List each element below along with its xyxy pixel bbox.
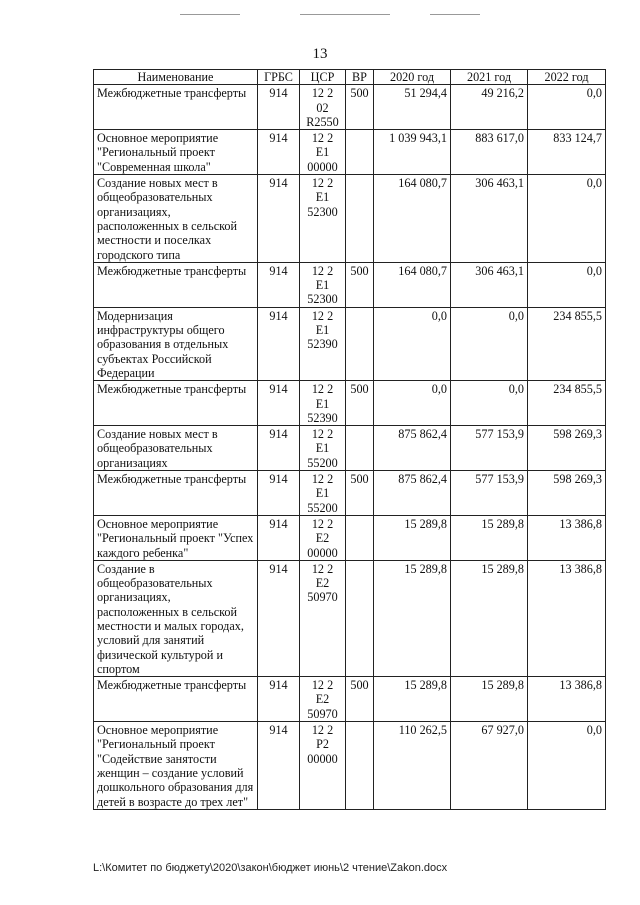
cell-name: Межбюджетные трансферты (94, 677, 258, 722)
table-header-row (94, 70, 606, 85)
table-row (94, 515, 606, 560)
cell-y2022: 0,0 (528, 85, 606, 130)
cell-csr: 12 2 E1 52390 (300, 307, 346, 380)
cell-y2021: 577 153,9 (451, 426, 528, 471)
cell-y2021: 306 463,1 (451, 175, 528, 263)
cell-vr (346, 515, 374, 560)
cell-csr: 12 2 E2 50970 (300, 560, 346, 676)
cell-y2020: 1 039 943,1 (374, 130, 451, 175)
cell-vr: 500 (346, 677, 374, 722)
cell-y2020: 875 862,4 (374, 471, 451, 516)
table-row (94, 560, 606, 676)
header-2020: 2020 год (374, 70, 451, 85)
cell-y2020: 15 289,8 (374, 560, 451, 676)
cell-vr: 500 (346, 262, 374, 307)
cell-name: Основное мероприятие "Региональный проект "Содействие занятости женщин – создание условий дошкольного образования для детей в возрасте до трех лет" (94, 722, 258, 810)
cell-y2022: 234 855,5 (528, 381, 606, 426)
cell-y2021: 15 289,8 (451, 677, 528, 722)
cell-y2020: 164 080,7 (374, 175, 451, 263)
cell-y2020: 15 289,8 (374, 677, 451, 722)
table-row (94, 677, 606, 722)
cell-y2022: 0,0 (528, 722, 606, 810)
table-row (94, 471, 606, 516)
header-grbs: ГРБС (258, 70, 300, 85)
scan-artifact (430, 14, 480, 15)
cell-csr: 12 2 E2 00000 (300, 515, 346, 560)
cell-y2022: 234 855,5 (528, 307, 606, 380)
cell-y2020: 51 294,4 (374, 85, 451, 130)
cell-y2021: 577 153,9 (451, 471, 528, 516)
cell-y2022: 0,0 (528, 175, 606, 263)
header-csr: ЦСР (300, 70, 346, 85)
cell-name: Межбюджетные трансферты (94, 262, 258, 307)
cell-grbs: 914 (258, 307, 300, 380)
cell-csr: 12 2 02 R2550 (300, 85, 346, 130)
header-2022: 2022 год (528, 70, 606, 85)
cell-y2020: 110 262,5 (374, 722, 451, 810)
cell-y2022: 833 124,7 (528, 130, 606, 175)
cell-grbs: 914 (258, 130, 300, 175)
header-2021: 2021 год (451, 70, 528, 85)
document-file-path: L:\Комитет по бюджету\2020\закон\бюджет июнь\2 чтение\Zakon.docx (93, 862, 448, 874)
cell-y2022: 598 269,3 (528, 471, 606, 516)
table-row (94, 85, 606, 130)
cell-vr (346, 560, 374, 676)
cell-grbs: 914 (258, 381, 300, 426)
cell-grbs: 914 (258, 677, 300, 722)
table-row (94, 307, 606, 380)
table-body (94, 85, 606, 810)
cell-vr: 500 (346, 471, 374, 516)
cell-name: Основное мероприятие "Региональный проект "Современная школа" (94, 130, 258, 175)
cell-grbs: 914 (258, 175, 300, 263)
cell-grbs: 914 (258, 426, 300, 471)
cell-y2020: 0,0 (374, 307, 451, 380)
cell-csr: 12 2 E1 55200 (300, 471, 346, 516)
cell-grbs: 914 (258, 722, 300, 810)
table-row (94, 381, 606, 426)
cell-name: Межбюджетные трансферты (94, 381, 258, 426)
cell-csr: 12 2 E1 52300 (300, 175, 346, 263)
cell-y2021: 15 289,8 (451, 515, 528, 560)
cell-y2021: 49 216,2 (451, 85, 528, 130)
cell-y2020: 164 080,7 (374, 262, 451, 307)
cell-csr: 12 2 E1 55200 (300, 426, 346, 471)
header-name: Наименование (94, 70, 258, 85)
table-row (94, 722, 606, 810)
cell-y2021: 306 463,1 (451, 262, 528, 307)
cell-csr: 12 2 E1 00000 (300, 130, 346, 175)
cell-y2020: 0,0 (374, 381, 451, 426)
cell-y2021: 67 927,0 (451, 722, 528, 810)
cell-y2022: 13 386,8 (528, 560, 606, 676)
cell-grbs: 914 (258, 560, 300, 676)
cell-name: Основное мероприятие "Региональный проект "Успех каждого ребенка" (94, 515, 258, 560)
cell-grbs: 914 (258, 85, 300, 130)
cell-y2022: 13 386,8 (528, 677, 606, 722)
cell-csr: 12 2 P2 00000 (300, 722, 346, 810)
cell-y2022: 0,0 (528, 262, 606, 307)
cell-vr: 500 (346, 381, 374, 426)
cell-csr: 12 2 E1 52390 (300, 381, 346, 426)
cell-csr: 12 2 E1 52300 (300, 262, 346, 307)
cell-y2021: 0,0 (451, 381, 528, 426)
scan-artifact (180, 14, 240, 15)
cell-vr (346, 426, 374, 471)
cell-csr: 12 2 E2 50970 (300, 677, 346, 722)
table-row (94, 175, 606, 263)
cell-y2021: 883 617,0 (451, 130, 528, 175)
cell-grbs: 914 (258, 515, 300, 560)
cell-name: Создание новых мест в общеобразовательных организациях, расположенных в сельской местности и поселках городского типа (94, 175, 258, 263)
header-vr: ВР (346, 70, 374, 85)
cell-name: Создание новых мест в общеобразовательных организациях (94, 426, 258, 471)
cell-y2021: 0,0 (451, 307, 528, 380)
budget-table (93, 69, 606, 810)
cell-vr (346, 722, 374, 810)
cell-grbs: 914 (258, 471, 300, 516)
cell-y2020: 15 289,8 (374, 515, 451, 560)
cell-y2022: 13 386,8 (528, 515, 606, 560)
cell-name: Межбюджетные трансферты (94, 85, 258, 130)
cell-vr: 500 (346, 85, 374, 130)
cell-name: Межбюджетные трансферты (94, 471, 258, 516)
cell-y2022: 598 269,3 (528, 426, 606, 471)
table-row (94, 262, 606, 307)
cell-vr (346, 175, 374, 263)
table-row (94, 130, 606, 175)
page-number: 13 (312, 46, 328, 62)
cell-grbs: 914 (258, 262, 300, 307)
cell-name: Модернизация инфраструктуры общего образования в отдельных субъектах Российской Федерации (94, 307, 258, 380)
cell-y2020: 875 862,4 (374, 426, 451, 471)
cell-vr (346, 130, 374, 175)
cell-y2021: 15 289,8 (451, 560, 528, 676)
cell-vr (346, 307, 374, 380)
cell-name: Создание в общеобразовательных организациях, расположенных в сельской местности и малых городах, условий для занятий физической культурой и спортом (94, 560, 258, 676)
table-row (94, 426, 606, 471)
scan-artifact (300, 14, 390, 15)
